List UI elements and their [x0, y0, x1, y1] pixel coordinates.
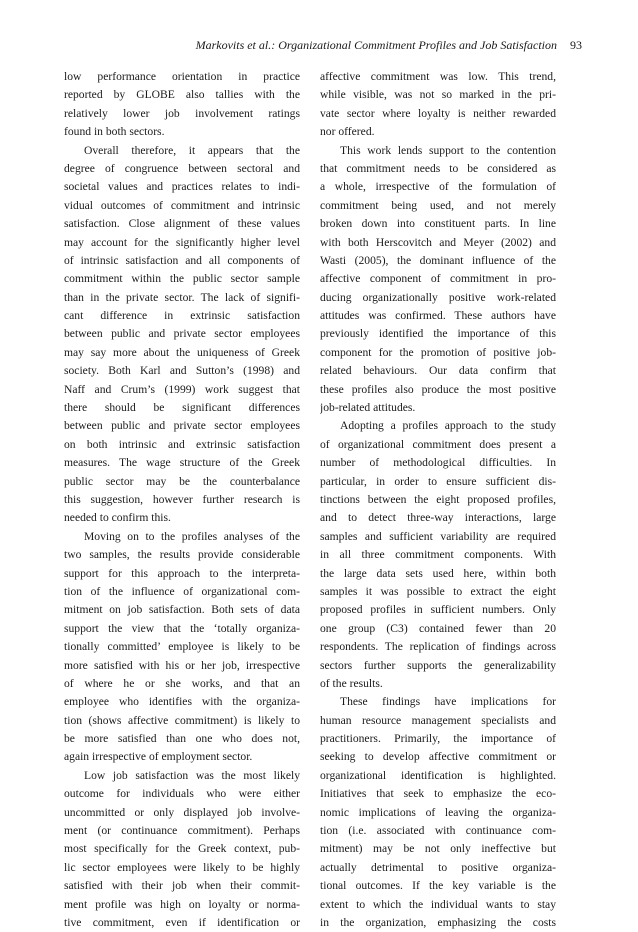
text-line: Low job satisfaction was the most likely	[84, 768, 300, 782]
text-line: affective component of commitment in pro-	[320, 272, 556, 286]
text-line: respondents. The replication of findings across	[320, 640, 556, 654]
text-line: found in both sectors.	[64, 125, 165, 139]
text-line: may account for the significantly higher level	[64, 235, 300, 249]
text-line: related behaviours. Our data confirm that	[320, 364, 556, 378]
text-line: degree of congruence between sectoral and	[64, 161, 300, 175]
text-line: commitment within the public sector sample	[64, 272, 300, 286]
text-line: public sector may be the counterbalance	[64, 474, 300, 488]
text-line: human resource management specialists and	[320, 713, 556, 727]
text-line: tion (i.e. associated with continuance com-	[320, 824, 556, 838]
text-line: vidual outcomes of commitment and intrinsic	[64, 198, 300, 212]
page-number: 93	[570, 38, 582, 52]
text-line: relatively lower job involvement ratings	[64, 106, 300, 120]
text-line: Moving on to the profiles analyses of the	[84, 529, 300, 543]
text-line: may say more about the uniqueness of Greek	[64, 345, 300, 359]
text-line: actually detrimental to positive organiza-	[320, 860, 556, 874]
text-line: with both Herscovitch and Meyer (2002) and	[320, 235, 556, 249]
text-line: between public and private sector employees	[64, 327, 300, 341]
text-line: commitment being used, and not merely	[320, 198, 556, 212]
text-line: ment (or continuance commitment). Perhaps	[64, 824, 300, 838]
text-line: mitment) may be not only ineffective but	[320, 842, 556, 856]
text-line: needed to confirm this.	[64, 511, 171, 525]
text-line: samples it was possible to extract the eight	[320, 584, 556, 598]
left-text-column	[64, 68, 300, 932]
text-line: support for this approach to the interpreta-	[64, 566, 300, 580]
text-line: organizational identification is highlighted.	[320, 768, 556, 782]
text-line: of intrinsic satisfaction and all components of	[64, 253, 300, 267]
text-line: be more satisfied than one who does not,	[64, 732, 300, 746]
text-line: while visible, was not so marked in the pri-	[320, 88, 556, 102]
text-line: two samples, the results provide considerable	[64, 548, 300, 562]
text-line: society. Both Karl and Sutton’s (1998) and	[64, 364, 300, 378]
text-line: ducing organizationally positive work-related	[320, 290, 556, 304]
text-line: ment profile was high on loyalty or norma-	[64, 897, 300, 911]
text-line: than in the private sector. The lack of signifi-	[64, 290, 300, 304]
text-line: tion (shows affective commitment) is likely to	[64, 713, 300, 727]
text-line: a whole, irrespective of the formulation of	[320, 180, 556, 194]
text-line: mitment on job satisfaction. Both sets of data	[64, 603, 300, 617]
text-line: again irrespective of employment sector.	[64, 750, 253, 764]
text-line: of the results.	[320, 676, 383, 690]
text-line: previously identified the importance of this	[320, 327, 556, 341]
text-line: Overall therefore, it appears that the	[84, 143, 300, 157]
right-text-column	[320, 68, 556, 932]
running-head	[196, 38, 582, 52]
text-line: in all three commitment components. With	[320, 548, 556, 562]
text-line: tional outcomes. If the key variable is the	[320, 879, 556, 893]
text-line: satisfaction. Close alignment of these values	[64, 217, 300, 231]
text-line: one group (C3) contained fewer than 20	[320, 621, 556, 635]
text-line: outcome for individuals who were either	[64, 787, 300, 801]
text-line: nor offered.	[320, 125, 375, 139]
text-line: extent to which the individual wants to stay	[320, 897, 556, 911]
text-line: that commitment needs to be considered as	[320, 161, 556, 175]
text-line: these profiles also produce the most positive	[320, 382, 556, 396]
text-line: tion of the influence of organizational com-	[64, 584, 300, 598]
text-line: reported by GLOBE also tallies with the	[64, 88, 300, 102]
text-line: broken down into constituent parts. In line	[320, 217, 556, 231]
text-line: affective commitment was low. This trend,	[320, 70, 556, 83]
text-line: this suggestion, however further research is	[64, 492, 300, 506]
text-line: societal values and practices relates to indi-	[64, 180, 300, 194]
text-line: component for the promotion of positive job-	[320, 345, 556, 359]
text-line: more satisfied with his or her job, irrespective	[64, 658, 300, 672]
text-line: number of methodological difficulties. In	[320, 456, 556, 470]
text-line: tinctions between the eight proposed profiles,	[320, 492, 556, 506]
text-line: there should be significant differences	[64, 401, 300, 415]
text-line: of where he or she works, and that an	[64, 676, 300, 690]
text-line: of organizational commitment does present a	[320, 437, 556, 451]
text-line: tive commitment, even if identification or	[64, 915, 300, 929]
text-line: job-related attitudes.	[320, 401, 416, 415]
text-line: Initiatives that seek to emphasize the eco-	[320, 787, 556, 801]
text-line: uncommitted or only displayed job involve-	[64, 805, 300, 819]
text-line: Wasti (2005), the dominant influence of the	[320, 253, 556, 267]
text-line: vate sector where loyalty is neither rewarded	[320, 106, 556, 120]
text-line: tionally committed’ employee is likely to be	[64, 640, 300, 654]
text-line: proposed profiles in sufficient numbers. Only	[320, 603, 556, 617]
text-line: lic sector employees were likely to be highly	[64, 860, 300, 874]
text-line: samples and sufficient variability are required	[320, 529, 556, 543]
text-line: nomic implications of leaving the organiza-	[320, 805, 556, 819]
text-line: sectors further supports the generalizability	[320, 658, 556, 672]
text-line: seeking to develop affective commitment or	[320, 750, 556, 764]
text-line: and to detect three-way interactions, large	[320, 511, 556, 525]
text-line: attitudes was confirmed. These authors have	[320, 309, 556, 323]
text-line: low performance orientation in practice	[64, 70, 300, 83]
text-line: on both intrinsic and extrinsic satisfaction	[64, 437, 300, 451]
text-line: measures. The wage structure of the Greek	[64, 456, 300, 470]
text-line: Adopting a profiles approach to the study	[340, 419, 556, 433]
text-line: cant difference in extrinsic satisfaction	[64, 309, 300, 323]
text-line: This work lends support to the contention	[340, 143, 556, 157]
text-line: These findings have implications for	[340, 695, 556, 709]
text-line: satisfied with their job when their commit-	[64, 879, 300, 893]
text-line: between public and private sector employees	[64, 419, 300, 433]
text-line: practitioners. Primarily, the importance of	[320, 732, 556, 746]
text-line: employee who identifies with the organiza-	[64, 695, 300, 709]
text-line: in the organization, emphasizing the costs	[320, 915, 556, 929]
text-line: most specifically for the Greek context, pub-	[64, 842, 300, 856]
text-line: the large data sets used here, within both	[320, 566, 556, 580]
text-line: support the view that the ‘totally organiza-	[64, 621, 300, 635]
text-line: particular, in order to ensure sufficient dis-	[320, 474, 556, 488]
running-head-title: Markovits et al.: Organizational Commitment Profiles and Job Satisfaction	[195, 38, 557, 52]
text-line: Naff and Crum’s (1999) work suggest that	[64, 382, 300, 396]
